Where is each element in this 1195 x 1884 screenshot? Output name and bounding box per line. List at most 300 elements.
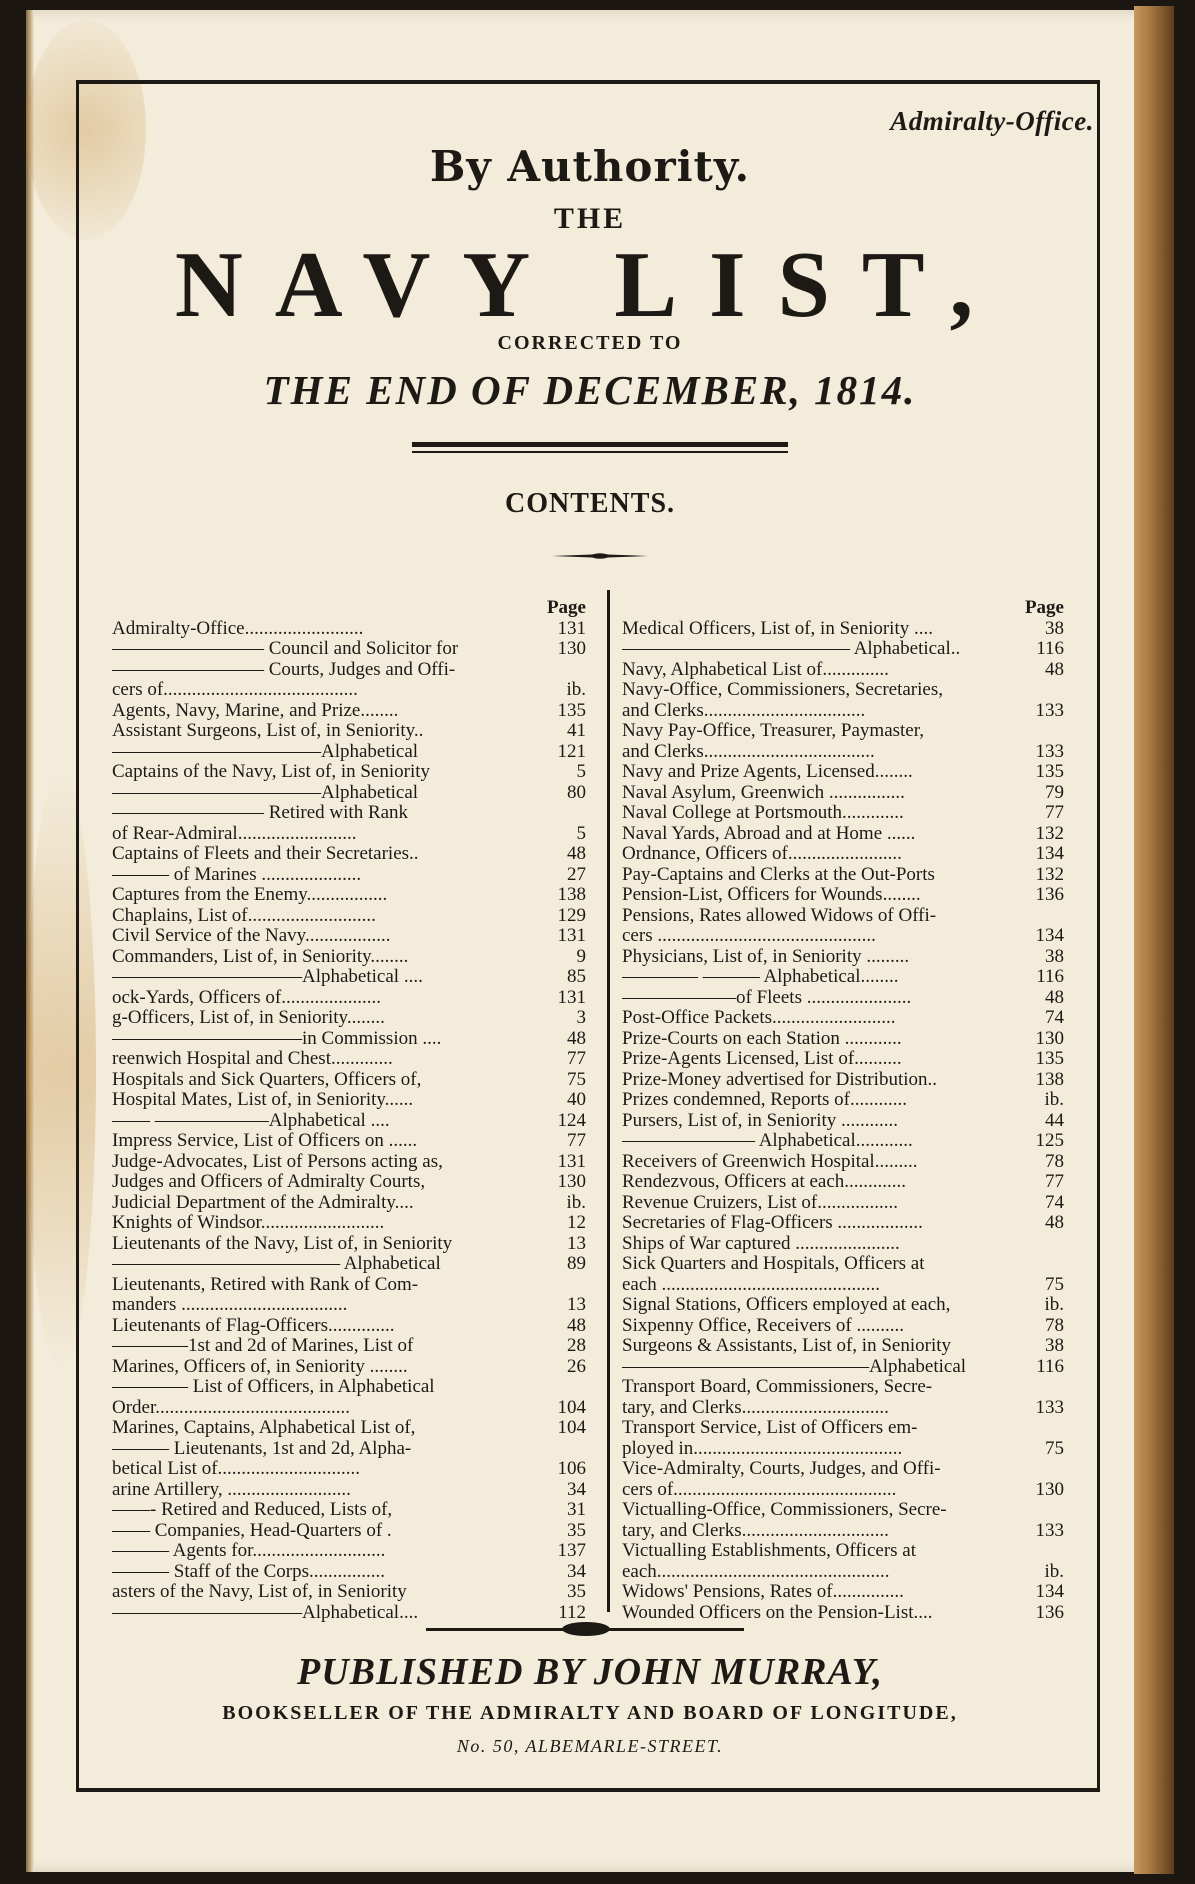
- entry-title: cers of...............................................: [622, 1479, 897, 1500]
- contents-entry: [622, 1008, 1064, 1029]
- entry-title: Vice-Admiralty, Courts, Judges, and Offi-: [622, 1459, 941, 1479]
- contents-entry: [622, 1131, 1064, 1152]
- entry-page-number: 116: [1036, 967, 1064, 987]
- contents-entry: [112, 1049, 586, 1070]
- entry-page-number: ib.: [1044, 1561, 1064, 1582]
- entry-title: ———— List of Officers, in Alphabetical: [112, 1377, 435, 1397]
- contents-entry: [622, 988, 1064, 1009]
- entry-page-number: 34: [567, 1561, 586, 1582]
- contents-entry: [112, 1275, 586, 1296]
- contents-entry: [112, 1316, 586, 1337]
- contents-entry: [112, 1582, 586, 1603]
- contents-entry: [112, 1090, 586, 1111]
- contents-entry: [112, 1254, 586, 1275]
- entry-title: ———————————— Alphabetical..: [622, 639, 961, 659]
- title-rule: [412, 442, 788, 447]
- publisher-line: PUBLISHED BY JOHN MURRAY,: [297, 1651, 883, 1693]
- contents-entry: [112, 1152, 586, 1173]
- contents-entry: [622, 1152, 1064, 1173]
- entry-title: Captures from the Enemy.................: [112, 885, 388, 905]
- entry-title: Civil Service of the Navy..................: [112, 926, 391, 946]
- contents-entry: [112, 803, 586, 824]
- entry-title: Hospitals and Sick Quarters, Officers of,: [112, 1069, 422, 1090]
- entry-title: Surgeons & Assistants, List of, in Seniority: [622, 1336, 952, 1356]
- entry-title: of Rear-Admiral.........................: [112, 823, 357, 844]
- contents-entry: [112, 926, 586, 947]
- contents-entry: [112, 1295, 586, 1316]
- entry-page-number: 13: [567, 1295, 586, 1315]
- entry-page-number: 27: [567, 864, 586, 885]
- entry-page-number: 130: [557, 639, 586, 659]
- contents-entry: [622, 1049, 1064, 1070]
- entry-page-number: 104: [557, 1397, 586, 1418]
- entry-page-number: 133: [1035, 741, 1064, 762]
- entry-title: each.................................................: [622, 1561, 890, 1582]
- title-rule-thin: [412, 451, 788, 453]
- entry-page-number: 3: [576, 1008, 586, 1028]
- entry-title: Agents, Navy, Marine, and Prize........: [112, 700, 399, 721]
- entry-title: Physicians, List of, in Seniority .........: [622, 946, 910, 967]
- entry-page-number: 38: [1045, 946, 1064, 967]
- entry-page-number: 48: [567, 1028, 586, 1049]
- contents-entry: [112, 701, 586, 722]
- contents-entry: [622, 1213, 1064, 1234]
- entry-title: asters of the Navy, List of, in Seniority: [112, 1582, 407, 1602]
- entry-title: Pursers, List of, in Seniority ............: [622, 1110, 899, 1131]
- entry-title: ——— Lieutenants, 1st and 2d, Alpha-: [112, 1438, 412, 1459]
- contents-entry: [112, 1131, 586, 1152]
- contents-entry: [622, 762, 1064, 783]
- entry-title: Prize-Money advertised for Distribution..: [622, 1069, 938, 1090]
- contents-entry: [112, 1562, 586, 1583]
- entry-title: and Clerks....................................: [622, 741, 875, 762]
- contents-entry: [112, 885, 586, 906]
- entry-title: Navy and Prize Agents, Licensed........: [622, 762, 913, 782]
- corrected-to-label: CORRECTED TO: [497, 332, 683, 354]
- entry-title: ——— Agents for............................: [112, 1541, 386, 1561]
- contents-entry: [112, 1213, 586, 1234]
- entry-title: ock-Yards, Officers of.....................: [112, 987, 381, 1008]
- contents-entry: [112, 1603, 586, 1624]
- contents-entry: [112, 619, 586, 640]
- contents-entry: [622, 1234, 1064, 1255]
- entry-page-number: 35: [567, 1582, 586, 1602]
- contents-entry: [112, 1459, 586, 1480]
- contents-entry: [112, 1008, 586, 1029]
- contents-entry: [112, 1357, 586, 1378]
- contents-entry: [622, 1316, 1064, 1337]
- entry-title: cers ..............................................: [622, 926, 876, 946]
- entry-page-number: ib.: [566, 1192, 586, 1213]
- entry-page-number: 132: [1035, 823, 1064, 844]
- entry-title: arine Artillery, ..........................: [112, 1479, 351, 1500]
- entry-title: Pay-Captains and Clerks at the Out-Ports: [622, 864, 935, 885]
- contents-entry: [622, 660, 1064, 681]
- entry-page-number: 125: [1035, 1131, 1064, 1151]
- contents-entry: [622, 1418, 1064, 1439]
- publisher-rule-ornament-icon: [562, 1622, 610, 1636]
- contents-entry: [112, 1521, 586, 1542]
- contents-entry: [112, 660, 586, 681]
- authority-heading: By Authority.: [429, 142, 751, 191]
- entry-page-number: 133: [1035, 700, 1064, 721]
- entry-title: Navy Pay-Office, Treasurer, Paymaster,: [622, 721, 925, 741]
- entry-page-number: 74: [1045, 1008, 1064, 1028]
- entry-title: Revenue Cruizers, List of.................: [622, 1192, 898, 1213]
- contents-entry: [112, 1111, 586, 1132]
- entry-page-number: 12: [567, 1213, 586, 1233]
- entry-page-number: 38: [1045, 1336, 1064, 1356]
- entry-page-number: 137: [557, 1541, 586, 1561]
- bookseller-line: BOOKSELLER OF THE ADMIRALTY AND BOARD OF LONGITUDE,: [222, 1702, 958, 1724]
- entry-title: manders ...................................: [112, 1295, 348, 1315]
- entry-title: Navy, Alphabetical List of..............: [622, 659, 889, 680]
- entry-title: Lieutenants, Retired with Rank of Com-: [112, 1274, 419, 1295]
- entry-page-number: 112: [558, 1602, 586, 1623]
- entry-page-number: 130: [1035, 1479, 1064, 1500]
- entry-title: ———————————Alphabetical: [112, 782, 419, 803]
- entry-page-number: 131: [557, 618, 586, 639]
- contents-entry: [622, 947, 1064, 968]
- contents-entry: [622, 885, 1064, 906]
- contents-heading: CONTENTS.: [504, 488, 676, 519]
- entry-page-number: 75: [567, 1069, 586, 1090]
- left-entries-list: [112, 619, 586, 1624]
- entry-page-number: 133: [1035, 1520, 1064, 1541]
- contents-entry: [622, 1357, 1064, 1378]
- entry-title: ———————— Retired with Rank: [112, 803, 409, 823]
- entry-page-number: 133: [1035, 1397, 1064, 1418]
- contents-entry: [622, 1500, 1064, 1521]
- entry-title: Marines, Captains, Alphabetical List of,: [112, 1418, 416, 1438]
- page-edges: [1134, 6, 1174, 1874]
- entry-page-number: 80: [567, 782, 586, 803]
- entry-page-number: 5: [576, 823, 586, 844]
- entry-page-number: 130: [1035, 1028, 1064, 1049]
- main-title: NAVY LIST,: [174, 233, 1006, 337]
- entry-title: Chaplains, List of...........................: [112, 905, 376, 926]
- entry-page-number: 134: [1035, 1582, 1064, 1602]
- entry-page-number: 77: [567, 1131, 586, 1151]
- contents-entry: [622, 1459, 1064, 1480]
- entry-page-number: 48: [1045, 987, 1064, 1008]
- entry-page-number: 41: [567, 721, 586, 741]
- entry-title: each ..............................................: [622, 1274, 881, 1295]
- contents-entry: [622, 1541, 1064, 1562]
- entry-title: ——— of Marines .....................: [112, 864, 362, 885]
- contents-entry: [622, 1603, 1064, 1624]
- entry-page-number: 136: [1035, 885, 1064, 905]
- entry-title: Sick Quarters and Hospitals, Officers at: [622, 1254, 925, 1274]
- entry-title: Prize-Courts on each Station ............: [622, 1028, 902, 1049]
- entry-page-number: 138: [1035, 1069, 1064, 1090]
- entry-title: Lieutenants of Flag-Officers..............: [112, 1315, 395, 1336]
- entry-page-number: 44: [1045, 1110, 1064, 1131]
- entry-title: —— Companies, Head-Quarters of .: [112, 1520, 392, 1541]
- entry-page-number: ib.: [1044, 1295, 1064, 1315]
- contents-entry: [112, 762, 586, 783]
- entry-title: Ordnance, Officers of........................: [622, 844, 902, 864]
- contents-entry: [112, 680, 586, 701]
- entry-title: ———————————Alphabetical: [112, 741, 419, 762]
- entry-title: Prize-Agents Licensed, List of..........: [622, 1049, 902, 1069]
- entry-title: Victualling Establishments, Officers at: [622, 1541, 916, 1561]
- entry-title: Receivers of Greenwich Hospital.........: [622, 1151, 918, 1172]
- entry-title: Judicial Department of the Admiralty....: [112, 1192, 414, 1213]
- entry-title: ployed in............................................: [622, 1438, 903, 1459]
- entry-page-number: 129: [557, 905, 586, 926]
- entry-title: Sixpenny Office, Receivers of ..........: [622, 1315, 904, 1336]
- contents-entry: [622, 1521, 1064, 1542]
- entry-page-number: 104: [557, 1418, 586, 1438]
- contents-entry: [112, 783, 586, 804]
- contents-column-right: [622, 598, 1064, 1623]
- contents-entry: [622, 1275, 1064, 1296]
- entry-page-number: 77: [1045, 1172, 1064, 1192]
- contents-entry: [622, 865, 1064, 886]
- contents-entry: [112, 865, 586, 886]
- entry-title: Hospital Mates, List of, in Seniority......: [112, 1090, 414, 1110]
- entry-title: ———————— Courts, Judges and Offi-: [112, 659, 456, 680]
- contents-entry: [622, 1172, 1064, 1193]
- contents-entry: [622, 844, 1064, 865]
- entry-title: Captains of Fleets and their Secretaries..: [112, 844, 419, 864]
- entry-title: Admiralty-Office.........................: [112, 618, 364, 639]
- contents-entry: [112, 1439, 586, 1460]
- contents-entry: [622, 639, 1064, 660]
- entry-title: Marines, Officers of, in Seniority ........: [112, 1356, 408, 1377]
- entry-title: ——————of Fleets ......................: [622, 987, 912, 1008]
- contents-entry: [622, 824, 1064, 845]
- right-entries-list: [622, 619, 1064, 1624]
- entry-title: —— ——————Alphabetical ....: [112, 1110, 390, 1131]
- contents-entry: [622, 783, 1064, 804]
- entry-page-number: 13: [567, 1233, 586, 1254]
- entry-title: Transport Board, Commissioners, Secre-: [622, 1377, 933, 1397]
- entry-title: Rendezvous, Officers at each.............: [622, 1172, 907, 1192]
- entry-page-number: 26: [567, 1356, 586, 1377]
- entry-title: Pensions, Rates allowed Widows of Offi-: [622, 905, 937, 926]
- entry-page-number: 89: [567, 1254, 586, 1274]
- contents-entry: [112, 1070, 586, 1091]
- contents-entry: [112, 967, 586, 988]
- entry-title: Impress Service, List of Officers on ......: [112, 1131, 418, 1151]
- contents-entry: [112, 988, 586, 1009]
- entry-page-number: 131: [557, 926, 586, 946]
- contents-entry: [622, 680, 1064, 701]
- contents-entry: [622, 721, 1064, 742]
- entry-title: reenwich Hospital and Chest.............: [112, 1049, 393, 1069]
- contents-entry: [112, 1193, 586, 1214]
- entry-title: Wounded Officers on the Pension-List....: [622, 1602, 933, 1623]
- entry-title: Commanders, List of, in Seniority........: [112, 946, 409, 967]
- entry-page-number: 5: [576, 762, 586, 782]
- contents-entry: [112, 721, 586, 742]
- contents-entry: [112, 1418, 586, 1439]
- entry-page-number: 132: [1035, 864, 1064, 885]
- entry-page-number: 135: [1035, 762, 1064, 782]
- page-column-label: Page: [1024, 597, 1064, 618]
- contents-entry: [622, 1090, 1064, 1111]
- entry-page-number: 116: [1036, 639, 1064, 659]
- entry-title: ——————————in Commission ....: [112, 1028, 442, 1049]
- entry-page-number: 135: [557, 700, 586, 721]
- entry-title: Secretaries of Flag-Officers ..................: [622, 1213, 923, 1233]
- entry-page-number: 74: [1045, 1192, 1064, 1213]
- entry-title: —————————————Alphabetical: [622, 1356, 967, 1377]
- entry-title: g-Officers, List of, in Seniority........: [112, 1008, 385, 1028]
- entry-title: Order.........................................: [112, 1397, 351, 1418]
- contents-entry: [622, 1070, 1064, 1091]
- contents-entry: [622, 1254, 1064, 1275]
- entry-page-number: 130: [557, 1172, 586, 1192]
- entry-page-number: 134: [1035, 926, 1064, 946]
- entry-page-number: ib.: [1044, 1090, 1064, 1110]
- contents-entry: [622, 1295, 1064, 1316]
- entry-page-number: 79: [1045, 782, 1064, 803]
- entry-title: Naval Asylum, Greenwich ................: [622, 782, 905, 803]
- entry-title: Prizes condemned, Reports of............: [622, 1090, 907, 1110]
- entry-page-number: ib.: [566, 680, 586, 700]
- contents-entry: [622, 1111, 1064, 1132]
- entry-title: cers of.........................................: [112, 680, 358, 700]
- entry-page-number: 106: [557, 1459, 586, 1479]
- contents-entry: [622, 742, 1064, 763]
- contents-entry: [622, 1377, 1064, 1398]
- entry-page-number: 9: [576, 946, 586, 967]
- entry-page-number: 78: [1045, 1151, 1064, 1172]
- entry-page-number: 38: [1045, 618, 1064, 639]
- contents-entry: [112, 1172, 586, 1193]
- entry-title: ——————— Alphabetical............: [622, 1131, 913, 1151]
- entry-title: ———————————— Alphabetical: [112, 1254, 441, 1274]
- entry-title: Post-Office Packets..........................: [622, 1008, 896, 1028]
- entry-page-number: 28: [567, 1336, 586, 1356]
- contents-entry: [112, 1480, 586, 1501]
- contents-entry: [622, 926, 1064, 947]
- entry-title: Transport Service, List of Officers em-: [622, 1418, 918, 1438]
- entry-title: tary, and Clerks...............................: [622, 1520, 889, 1541]
- entry-page-number: 77: [567, 1049, 586, 1069]
- entry-title: Navy-Office, Commissioners, Secretaries,: [622, 680, 943, 700]
- entry-title: Naval Yards, Abroad and at Home ......: [622, 823, 916, 844]
- entry-title: Captains of the Navy, List of, in Seniority: [112, 762, 431, 782]
- entry-title: ——————————Alphabetical ....: [112, 967, 423, 987]
- entry-title: betical List of..............................: [112, 1459, 361, 1479]
- column-divider: [607, 590, 610, 1612]
- contents-entry: [112, 906, 586, 927]
- entry-title: Widows' Pensions, Rates of...............: [622, 1582, 904, 1602]
- entry-page-number: 121: [557, 741, 586, 762]
- entry-page-number: 135: [1035, 1049, 1064, 1069]
- contents-entry: [622, 1562, 1064, 1583]
- entry-title: Lieutenants of the Navy, List of, in Seniority: [112, 1233, 453, 1254]
- entry-page-number: 40: [567, 1090, 586, 1110]
- contents-entry: [622, 1336, 1064, 1357]
- contents-entry: [622, 803, 1064, 824]
- entry-page-number: 34: [567, 1479, 586, 1500]
- contents-entry: [112, 1234, 586, 1255]
- entry-title: Victualling-Office, Commissioners, Secre-: [622, 1500, 947, 1520]
- entry-title: ———————— Council and Solicitor for: [112, 639, 459, 659]
- entry-title: ————1st and 2d of Marines, List of: [112, 1336, 414, 1356]
- contents-entry: [112, 1336, 586, 1357]
- entry-page-number: 31: [567, 1500, 586, 1520]
- contents-entry: [622, 906, 1064, 927]
- contents-entry: [622, 619, 1064, 640]
- contents-entry: [112, 1398, 586, 1419]
- address-line: No. 50, ALBEMARLE-STREET.: [456, 1736, 724, 1756]
- title-page: [26, 10, 1154, 1872]
- contents-entry: [622, 1193, 1064, 1214]
- entry-page-number: 75: [1045, 1438, 1064, 1459]
- entry-page-number: 48: [1045, 659, 1064, 680]
- entry-title: ——- Retired and Reduced, Lists of,: [112, 1500, 393, 1520]
- contents-entry: [112, 1029, 586, 1050]
- contents-entry: [622, 701, 1064, 722]
- contents-entry: [622, 967, 1064, 988]
- entry-page-number: 116: [1036, 1356, 1064, 1377]
- entry-page-number: 138: [557, 885, 586, 905]
- entry-page-number: 85: [567, 967, 586, 987]
- contents-entry: [112, 742, 586, 763]
- entry-title: Assistant Surgeons, List of, in Seniority..: [112, 721, 424, 741]
- contents-entry: [112, 844, 586, 865]
- entry-page-number: 48: [567, 844, 586, 864]
- entry-page-number: 48: [1045, 1213, 1064, 1233]
- entry-page-number: 48: [567, 1315, 586, 1336]
- contents-entry: [112, 1377, 586, 1398]
- entry-page-number: 131: [557, 987, 586, 1008]
- the-word: THE: [553, 202, 627, 235]
- entry-page-number: 136: [1035, 1602, 1064, 1623]
- entry-title: Medical Officers, List of, in Seniority ....: [622, 618, 933, 639]
- entry-title: Pension-List, Officers for Wounds........: [622, 885, 921, 905]
- entry-title: tary, and Clerks...............................: [622, 1397, 889, 1418]
- contents-entry: [622, 1439, 1064, 1460]
- contents-entry: [112, 947, 586, 968]
- contents-entry: [112, 639, 586, 660]
- entry-page-number: 77: [1045, 803, 1064, 823]
- contents-entry: [622, 1582, 1064, 1603]
- entry-page-number: 75: [1045, 1274, 1064, 1295]
- entry-title: Judges and Officers of Admiralty Courts,: [112, 1172, 426, 1192]
- page-column-label: Page: [546, 597, 586, 618]
- entry-page-number: 78: [1045, 1315, 1064, 1336]
- office-label: Admiralty-Office.: [890, 106, 1094, 136]
- contents-entry: [622, 1398, 1064, 1419]
- entry-title: Ships of War captured ......................: [622, 1233, 900, 1254]
- entry-page-number: 131: [557, 1151, 586, 1172]
- contents-column-left: [112, 598, 586, 1623]
- contents-entry: [112, 1541, 586, 1562]
- contents-entry: [112, 824, 586, 845]
- entry-page-number: 35: [567, 1520, 586, 1541]
- entry-title: Knights of Windsor..........................: [112, 1213, 385, 1233]
- entry-title: Judge-Advocates, List of Persons acting as,: [112, 1151, 443, 1172]
- entry-title: ——— Staff of the Corps................: [112, 1561, 386, 1582]
- entry-title: ———— ——— Alphabetical........: [622, 967, 899, 987]
- contents-entry: [622, 1480, 1064, 1501]
- date-line: THE END OF DECEMBER, 1814.: [263, 367, 917, 413]
- entry-title: Signal Stations, Officers employed at each,: [622, 1295, 951, 1315]
- entry-title: and Clerks..................................: [622, 700, 866, 721]
- entry-title: Naval College at Portsmouth.............: [622, 803, 904, 823]
- ornament-rule-icon: [552, 552, 648, 560]
- entry-title: ——————————Alphabetical....: [112, 1602, 419, 1623]
- entry-page-number: 134: [1035, 844, 1064, 864]
- contents-entry: [112, 1500, 586, 1521]
